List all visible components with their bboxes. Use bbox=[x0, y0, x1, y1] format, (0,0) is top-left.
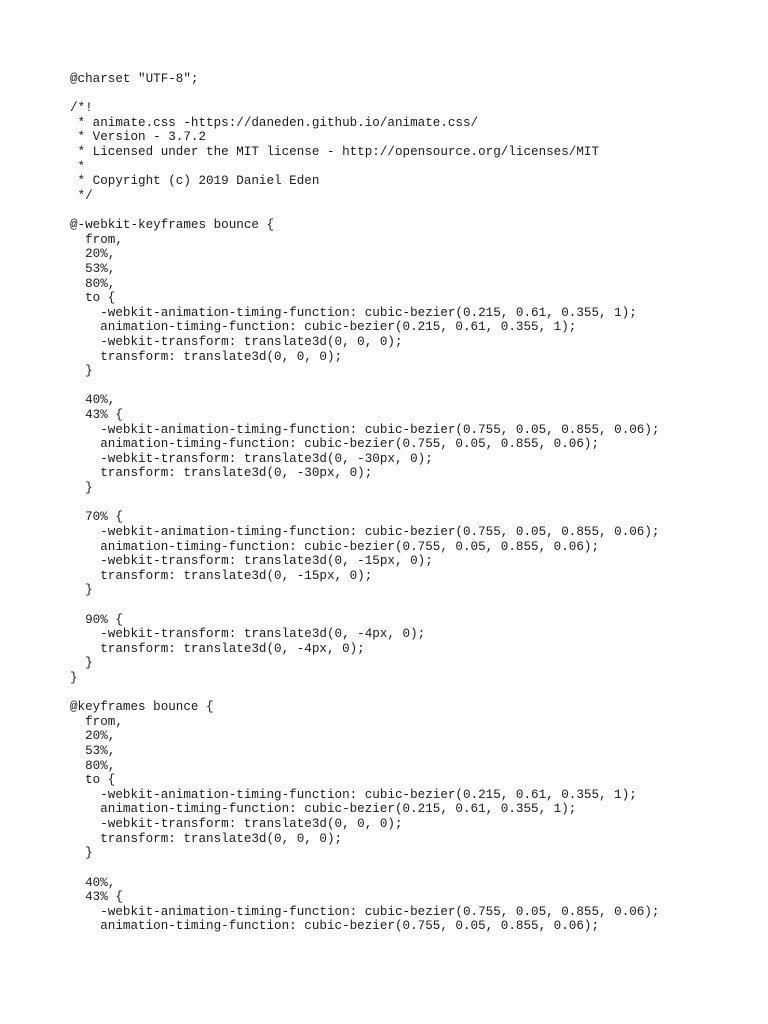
code-line: } bbox=[70, 656, 93, 671]
code-line: 20%, bbox=[70, 729, 116, 744]
code-line: 80%, bbox=[70, 758, 116, 773]
code-line: animation-timing-function: cubic-bezier(0.215, 0.61, 0.355, 1); bbox=[70, 802, 577, 817]
code-line bbox=[70, 379, 659, 394]
code-line: } bbox=[70, 364, 93, 379]
code-line: 70% { bbox=[70, 510, 123, 525]
code-line bbox=[70, 203, 659, 218]
code-line: 40%, bbox=[70, 393, 116, 408]
code-document bbox=[70, 72, 659, 934]
code-line: -webkit-transform: translate3d(0, -15px, 0); bbox=[70, 554, 433, 569]
code-line: transform: translate3d(0, -15px, 0); bbox=[70, 568, 373, 583]
code-line: -webkit-animation-timing-function: cubic-bezier(0.755, 0.05, 0.855, 0.06); bbox=[70, 904, 660, 919]
code-line: -webkit-transform: translate3d(0, -4px, 0); bbox=[70, 627, 426, 642]
code-line bbox=[70, 87, 659, 102]
code-line: */ bbox=[70, 188, 93, 203]
code-line: /*! bbox=[70, 101, 93, 116]
code-line: transform: translate3d(0, -30px, 0); bbox=[70, 466, 373, 481]
code-line: * Licensed under the MIT license - http://opensource.org/licenses/MIT bbox=[70, 145, 600, 160]
code-line: -webkit-animation-timing-function: cubic-bezier(0.755, 0.05, 0.855, 0.06); bbox=[70, 524, 660, 539]
code-line: to { bbox=[70, 773, 116, 788]
code-line: from, bbox=[70, 714, 123, 729]
code-line: -webkit-transform: translate3d(0, 0, 0); bbox=[70, 334, 403, 349]
code-line: transform: translate3d(0, 0, 0); bbox=[70, 831, 343, 846]
code-line: -webkit-animation-timing-function: cubic-bezier(0.215, 0.61, 0.355, 1); bbox=[70, 305, 637, 320]
code-line bbox=[70, 598, 659, 613]
code-line: @keyframes bounce { bbox=[70, 700, 214, 715]
code-line: 80%, bbox=[70, 276, 116, 291]
code-line bbox=[70, 686, 659, 701]
code-line bbox=[70, 496, 659, 511]
code-line: transform: translate3d(0, 0, 0); bbox=[70, 349, 343, 364]
code-line: } bbox=[70, 846, 93, 861]
code-line: -webkit-transform: translate3d(0, -30px, 0); bbox=[70, 451, 433, 466]
code-line: } bbox=[70, 583, 93, 598]
code-line: 43% { bbox=[70, 408, 123, 423]
code-line: transform: translate3d(0, -4px, 0); bbox=[70, 641, 365, 656]
code-line: @charset "UTF-8"; bbox=[70, 72, 199, 86]
code-line: animation-timing-function: cubic-bezier(0.755, 0.05, 0.855, 0.06); bbox=[70, 539, 600, 554]
code-line: -webkit-animation-timing-function: cubic-bezier(0.215, 0.61, 0.355, 1); bbox=[70, 787, 637, 802]
code-line: } bbox=[70, 481, 93, 496]
code-line: -webkit-transform: translate3d(0, 0, 0); bbox=[70, 817, 403, 832]
code-line: * Copyright (c) 2019 Daniel Eden bbox=[70, 174, 320, 189]
code-line: 20%, bbox=[70, 247, 116, 262]
code-line: from, bbox=[70, 232, 123, 247]
code-line: animation-timing-function: cubic-bezier(0.755, 0.05, 0.855, 0.06); bbox=[70, 437, 600, 452]
code-line: animation-timing-function: cubic-bezier(0.755, 0.05, 0.855, 0.06); bbox=[70, 919, 600, 934]
code-line: * animate.css -https://daneden.github.io/animate.css/ bbox=[70, 115, 479, 130]
code-line bbox=[70, 861, 659, 876]
code-line: 53%, bbox=[70, 261, 116, 276]
code-line: @-webkit-keyframes bounce { bbox=[70, 218, 275, 233]
code-line: animation-timing-function: cubic-bezier(0.215, 0.61, 0.355, 1); bbox=[70, 320, 577, 335]
code-line: 90% { bbox=[70, 612, 123, 627]
code-line: -webkit-animation-timing-function: cubic-bezier(0.755, 0.05, 0.855, 0.06); bbox=[70, 422, 660, 437]
code-line: 53%, bbox=[70, 744, 116, 759]
code-line: 40%, bbox=[70, 875, 116, 890]
code-line: 43% { bbox=[70, 890, 123, 905]
code-line: * bbox=[70, 159, 86, 174]
code-line: * Version - 3.7.2 bbox=[70, 130, 207, 145]
code-line: to { bbox=[70, 291, 116, 306]
code-line: } bbox=[70, 670, 78, 685]
